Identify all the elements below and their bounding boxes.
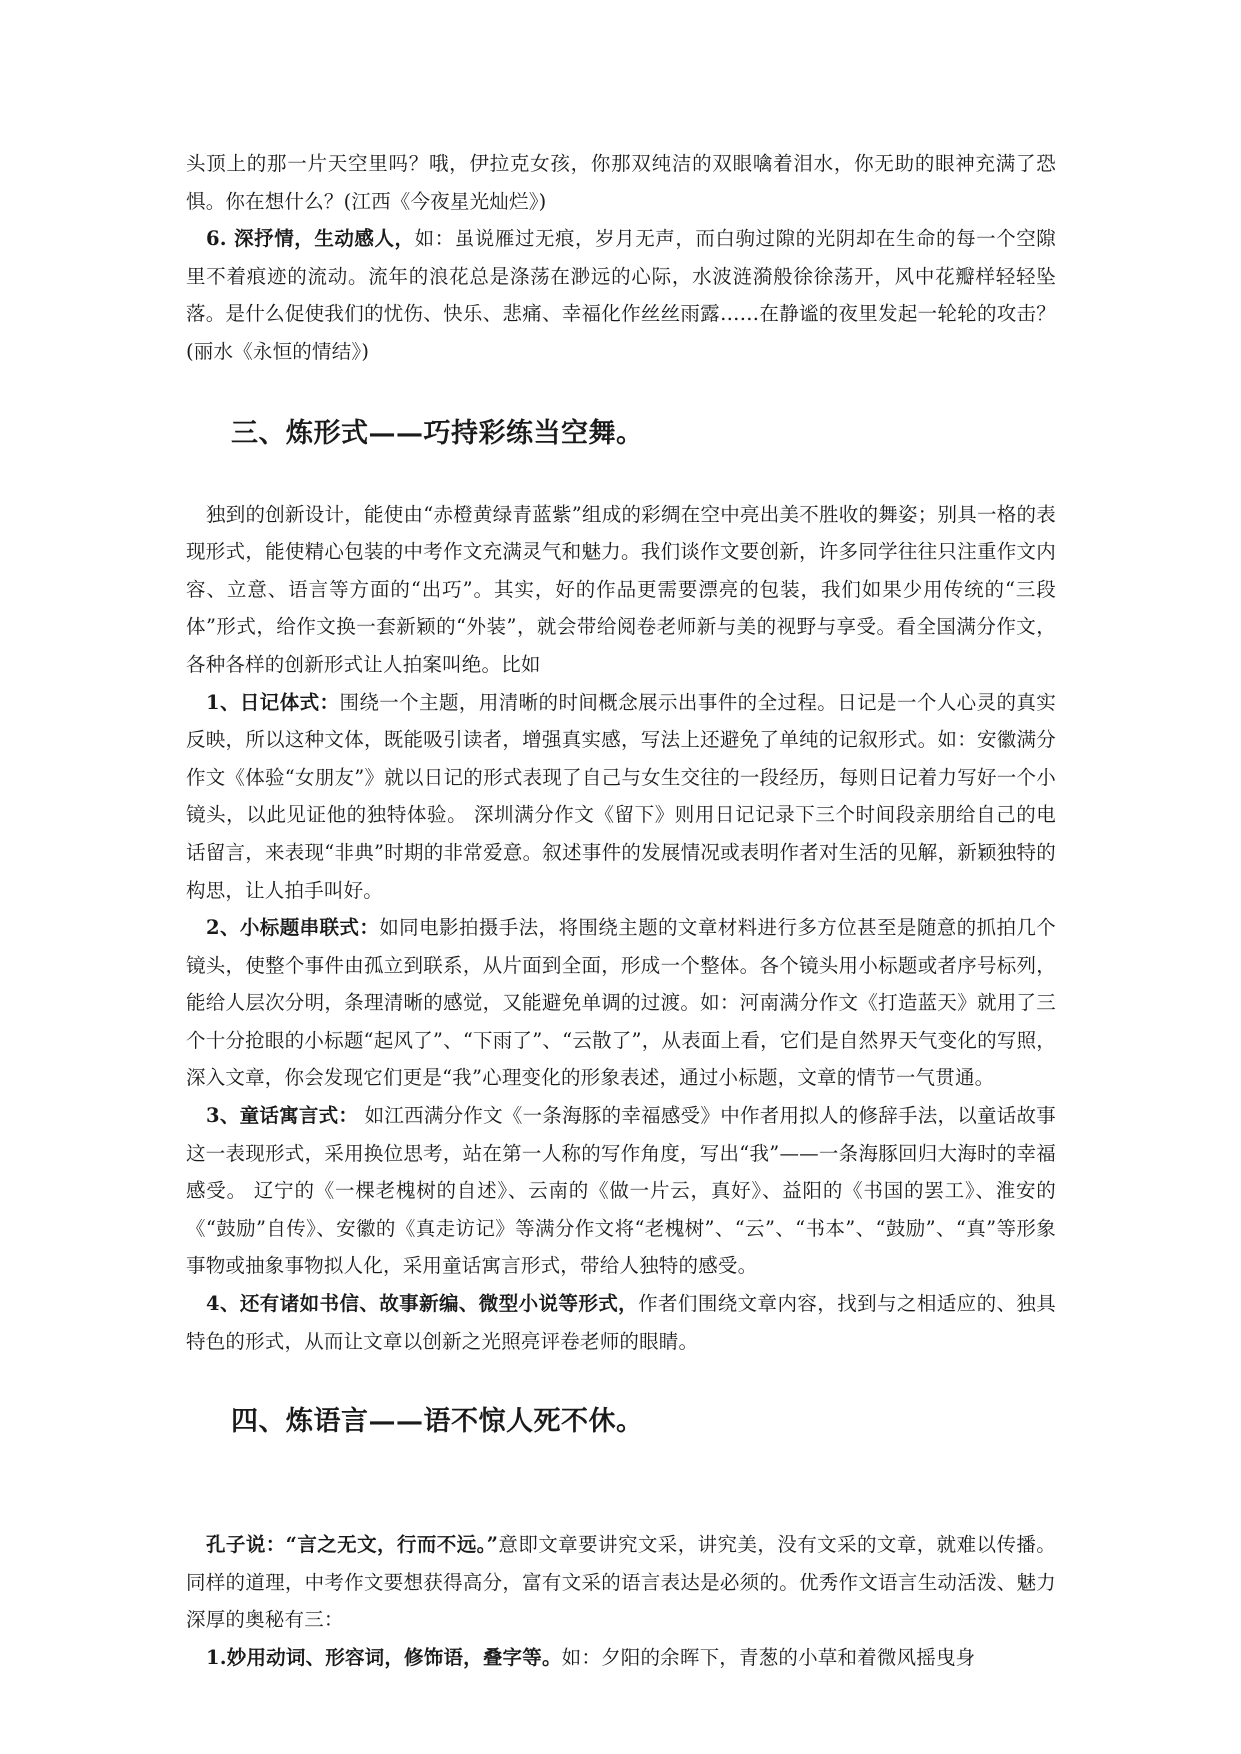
section-4-item-1 [186, 1639, 1056, 1677]
document-page [186, 145, 1056, 1677]
item-text: 如江西满分作文《一条海豚的幸福感受》中作者用拟人的修辞手法，以童话故事这一表现形式，采用换位思考，站在第一人称的写作角度，写出“我”——一条海豚回归大海时的幸福感受。 辽宁的《一棵老槐树的自述》、云南的《做一片云，真好》、益阳的《书国的罢工》、淮安的《“鼓励”自传》、安徽的《真走访记》等满分作文将“老槐树”、“云”、“书本”、“鼓励”、“真”等形象事物或抽象事物拟人化，采用童话寓言形式，带给人独特的感受。 [186, 1104, 1056, 1278]
item-text: 作者们围绕文章内容，找到与之相适应的、独具特色的形式，从而让文章以创新之光照亮评卷老师的眼睛。 [186, 1292, 1056, 1353]
spacer [186, 1360, 1056, 1402]
section-3-item-3 [186, 1097, 1056, 1285]
item-text: 围绕一个主题，用清晰的时间概念展示出事件的全过程。日记是一个人心灵的真实反映，所以这种文体，既能吸引读者，增强真实感，写法上还避免了单纯的记叙形式。如：安徽满分作文《体验“女朋友”》就以日记的形式表现了自己与女生交往的一段经历，每则日记着力写好一个小镜头，以此见证他的独特体验。 深圳满分作文《留下》则用日记记录下三个时间段亲朋给自己的电话留言，来表现“非典”时期的非常爱意。叙述事件的发展情况或表明作者对生活的见解，新颖独特的构思，让人拍手叫好。 [186, 690, 1057, 902]
spacer [186, 371, 1056, 414]
item-label: 4、还有诸如书信、故事新编、微型小说等形式， [206, 1292, 639, 1316]
section-4-intro-text: 意即文章要讲究文采，讲究美，没有文采的文章，就难以传播。同样的道理，中考作文要想获得高分，富有文采的语言表达是必须的。优秀作文语言生动活泼、魅力深厚的奥秘有三： [186, 1533, 1056, 1632]
section-3-item-1 [186, 684, 1056, 910]
item-label: 1、日记体式： [206, 690, 340, 714]
section-3-intro: 独到的创新设计，能使由“赤橙黄绿青蓝紫”组成的彩绸在空中亮出美不胜收的舞姿；别具一格的表现形式，能使精心包装的中考作文充满灵气和魅力。我们谈作文要创新，许多同学往往只注重作文内容、立意、语言等方面的“出巧”。其实，好的作品更需要漂亮的包装，我们如果少用传统的“三段体”形式，给作文换一套新颖的“外装”，就会带给阅卷老师新与美的视野与享受。看全国满分作文，各种各样的创新形式让人拍案叫绝。比如 [186, 502, 1056, 676]
continued-paragraph: 头顶上的那一片天空里吗？哦，伊拉克女孩，你那双纯洁的双眼噙着泪水，你无助的眼神充满了恐惧。你在想什么？(江西《今夜星光灿烂》) [186, 152, 1056, 213]
item-6-label: 6. 深抒情，生动感人， [206, 227, 415, 251]
section-3-item-2 [186, 909, 1056, 1097]
confucius-quote: 孔子说：“言之无文，行而不远。” [206, 1533, 499, 1557]
item-label: 2、小标题串联式： [206, 916, 380, 940]
section-3-item-4 [186, 1285, 1056, 1360]
item-6-text: 如：虽说雁过无痕，岁月无声，而白驹过隙的光阴却在生命的每一个空隙里不着痕迹的流动。流年的浪花总是涤荡在渺远的心际，水波涟漪般徐徐荡开，风中花瓣样轻轻坠落。是什么促使我们的忧伤、快乐、悲痛、幸福化作丝丝雨露……在静谧的夜里发起一轮轮的攻击？(丽水《永恒的情结》) [186, 227, 1057, 363]
section-4-intro [186, 1526, 1056, 1639]
item-label: 1.妙用动词、形容词，修饰语，叠字等。 [206, 1646, 562, 1669]
spacer [186, 454, 1056, 496]
section-4-heading: 四、炼语言——语不惊人死不休。 [231, 1406, 644, 1438]
item-text: 如同电影拍摄手法，将围绕主题的文章材料进行多方位甚至是随意的抓拍几个镜头，使整个事件由孤立到联系，从片面到全面，形成一个整体。各个镜头用小标题或者序号标列，能给人层次分明，条理清晰的感觉，又能避免单调的过渡。如：河南满分作文《打造蓝天》就用了三个十分抢眼的小标题“起风了”、“下雨了”、“云散了”，从表面上看，它们是自然界天气变化的写照，深入文章，你会发现它们更是“我”心理变化的形象表述，通过小标题，文章的情节一气贯通。 [186, 916, 1056, 1090]
item-6-paragraph [186, 220, 1056, 370]
spacer [186, 1442, 1056, 1526]
item-label: 3、童话寓言式： [206, 1104, 359, 1128]
item-text: 如：夕阳的余晖下，青葱的小草和着微风摇曳身 [561, 1646, 976, 1669]
section-3-heading: 三、炼形式——巧持彩练当空舞。 [231, 417, 644, 449]
